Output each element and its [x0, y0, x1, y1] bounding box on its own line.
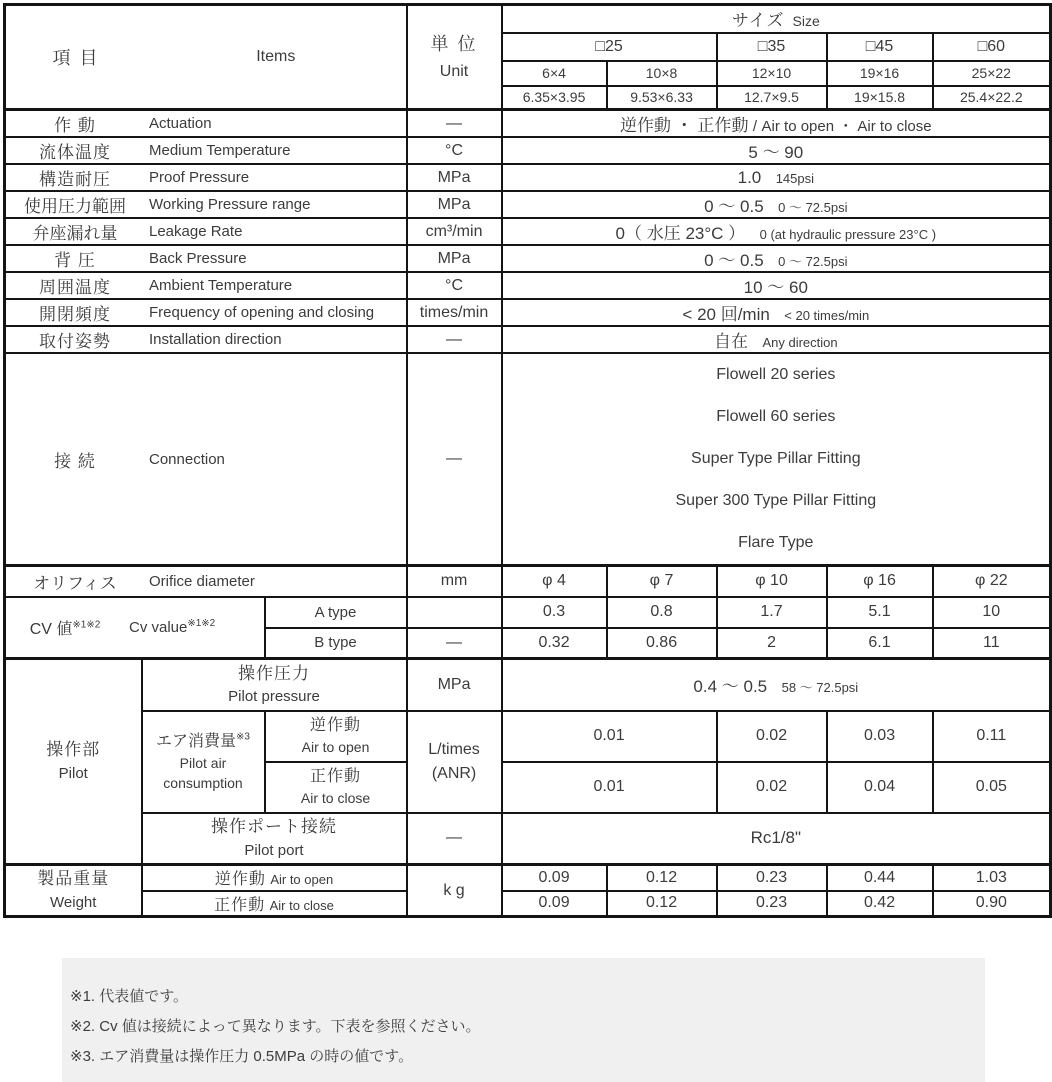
weight-open-value-1: 0.09: [502, 865, 607, 891]
medium-temperature-item: [5, 137, 407, 164]
cv-a-value-5: 10: [933, 597, 1051, 628]
medium-temperature-jp: 流体温度: [39, 143, 111, 162]
size-code-60: □60: [933, 33, 1051, 61]
frequency-item: [5, 299, 407, 326]
pilot-port-item: [142, 813, 407, 865]
header-size-cell: [502, 5, 1051, 33]
frequency-value-main: < 20 回/min: [682, 305, 770, 324]
pilot-port-jp: 操作ポート接続: [211, 817, 338, 837]
row-leakage-rate: [5, 218, 1051, 245]
cv-jp-sup: ※1※2: [72, 619, 101, 631]
row-installation: [5, 326, 1051, 353]
spec-table: [3, 3, 1052, 918]
row-weight-open: [5, 865, 1051, 891]
leakage-rate-item: [5, 218, 407, 245]
connection-unit: —: [407, 353, 502, 566]
row-back-pressure: [5, 245, 1051, 272]
weight-open-jp: 逆作動: [214, 871, 266, 889]
size-mm-1: 6×4: [502, 61, 607, 86]
proof-pressure-value-main: 1.0: [737, 167, 762, 187]
installation-en: Installation direction: [149, 331, 282, 348]
frequency-value: [502, 299, 1051, 326]
row-proof-pressure: [5, 164, 1051, 191]
installation-value: [502, 326, 1051, 353]
pilot-air-close-value-4: 0.05: [933, 762, 1051, 813]
header-row-size-title: [5, 5, 1051, 33]
back-pressure-unit: MPa: [407, 245, 502, 272]
back-pressure-value-sub: 0 〜 72.5psi: [778, 254, 848, 269]
size-mm-4: 19×16: [827, 61, 933, 86]
leakage-rate-value: [502, 218, 1051, 245]
row-pilot-port: [5, 813, 1051, 865]
cv-a-value-3: 1.7: [717, 597, 827, 628]
cv-b-value-3: 2: [717, 628, 827, 659]
header-items-en: Items: [256, 48, 296, 65]
pilot-en: Pilot: [58, 764, 88, 782]
weight-item: [5, 865, 142, 917]
installation-jp: 取付姿勢: [39, 332, 111, 351]
pilot-air-open-jp: 逆作動: [310, 717, 362, 735]
cv-a-value-1: 0.3: [502, 597, 607, 628]
working-pressure-item: [5, 191, 407, 218]
leakage-rate-en: Leakage Rate: [149, 223, 243, 240]
ambient-temperature-unit: °C: [407, 272, 502, 299]
pilot-air-en: Pilot air consumption: [163, 754, 243, 792]
medium-temperature-value: 5 〜 90: [502, 137, 1051, 164]
connection-en: Connection: [149, 450, 225, 468]
size-inch-1: 6.35×3.95: [502, 86, 607, 110]
pilot-air-open-value-3: 0.03: [827, 711, 933, 762]
proof-pressure-value: [502, 164, 1051, 191]
actuation-unit: —: [407, 110, 502, 138]
row-connection: [5, 353, 1051, 566]
working-pressure-value-sub: 0 〜 72.5psi: [778, 200, 848, 215]
pilot-air-close-label: [265, 762, 407, 813]
pilot-air-close-en: Air to close: [300, 790, 371, 807]
weight-open-label: [142, 865, 407, 891]
pilot-pressure-value: [502, 659, 1051, 711]
orifice-value-3: φ 10: [717, 566, 827, 597]
row-cv-a: [5, 597, 1051, 628]
leakage-rate-value-main: 0（ 水圧 23°C ）: [615, 224, 746, 243]
pilot-air-open-en: Air to open: [301, 739, 370, 756]
cv-en-sup: ※1※2: [187, 618, 216, 630]
orifice-value-5: φ 22: [933, 566, 1051, 597]
pilot-air-jp: エア消費量: [156, 732, 237, 750]
weight-close-value-4: 0.42: [827, 891, 933, 917]
pilot-air-unit: [407, 711, 502, 813]
weight-close-value-1: 0.09: [502, 891, 607, 917]
weight-close-value-5: 0.90: [933, 891, 1051, 917]
pilot-air-close-value-1: 0.01: [502, 762, 717, 813]
cv-b-value-4: 6.1: [827, 628, 933, 659]
orifice-en: Orifice diameter: [149, 572, 255, 590]
installation-unit: —: [407, 326, 502, 353]
working-pressure-value: [502, 191, 1051, 218]
size-inch-5: 25.4×22.2: [933, 86, 1051, 110]
connection-value: [502, 353, 1051, 566]
actuation-item: [5, 110, 407, 138]
row-actuation: [5, 110, 1051, 138]
back-pressure-jp: 背 圧: [54, 251, 96, 270]
pilot-air-open-value-2: 0.02: [717, 711, 827, 762]
size-code-45: □45: [827, 33, 933, 61]
connection-line-5: Flare Type: [738, 534, 814, 551]
actuation-value-en: Air to open ・ Air to close: [761, 118, 932, 135]
row-orifice: [5, 566, 1051, 597]
cv-b-value-1: 0.32: [502, 628, 607, 659]
size-mm-2: 10×8: [607, 61, 717, 86]
weight-open-value-4: 0.44: [827, 865, 933, 891]
row-pilot-pressure: [5, 659, 1051, 711]
pilot-air-jp-wrap: [143, 730, 264, 753]
pilot-pressure-value-main: 0.4 〜 0.5: [693, 677, 768, 697]
installation-value-main: 自在: [714, 332, 748, 351]
back-pressure-item: [5, 245, 407, 272]
row-medium-temperature: [5, 137, 1051, 164]
pilot-air-unit-2: (ANR): [431, 764, 477, 782]
pilot-air-close-value-2: 0.02: [717, 762, 827, 813]
weight-unit: k g: [407, 865, 502, 917]
connection-line-4: Super 300 Type Pillar Fitting: [675, 492, 877, 509]
cv-a-value-2: 0.8: [607, 597, 717, 628]
leakage-rate-unit: cm³/min: [407, 218, 502, 245]
size-inch-2: 9.53×6.33: [607, 86, 717, 110]
working-pressure-jp: 使用圧力範囲: [24, 197, 126, 216]
pilot-air-open-value-4: 0.11: [933, 711, 1051, 762]
cv-b-value-2: 0.86: [607, 628, 717, 659]
weight-open-value-5: 1.03: [933, 865, 1051, 891]
actuation-value: [502, 110, 1051, 138]
cv-a-label: A type: [265, 597, 407, 628]
proof-pressure-item: [5, 164, 407, 191]
weight-open-en: Air to open: [270, 872, 334, 888]
row-weight-close: [5, 891, 1051, 917]
connection-line-2: Flowell 60 series: [716, 408, 836, 425]
row-frequency: [5, 299, 1051, 326]
pilot-pressure-unit: MPa: [407, 659, 502, 711]
pilot-air-close-jp: 正作動: [310, 768, 362, 786]
ambient-temperature-en: Ambient Temperature: [149, 277, 293, 294]
header-unit-en: Unit: [439, 62, 469, 80]
header-unit-jp: 単 位: [430, 33, 478, 54]
cv-jp-wrap: [6, 616, 124, 639]
orifice-value-2: φ 7: [607, 566, 717, 597]
back-pressure-value: [502, 245, 1051, 272]
actuation-en: Actuation: [149, 115, 212, 132]
medium-temperature-unit: °C: [407, 137, 502, 164]
pilot-air-open-value-1: 0.01: [502, 711, 717, 762]
installation-item: [5, 326, 407, 353]
header-size-en: Size: [792, 13, 820, 30]
cv-jp: CV 値: [29, 620, 73, 638]
weight-close-en: Air to close: [269, 897, 334, 913]
size-mm-3: 12×10: [717, 61, 827, 86]
header-items-jp: 項 目: [52, 48, 100, 68]
medium-temperature-en: Medium Temperature: [149, 142, 291, 159]
pilot-air-close-value-3: 0.04: [827, 762, 933, 813]
working-pressure-value-main: 0 〜 0.5: [704, 197, 764, 216]
pilot-port-value: Rc1/8": [502, 813, 1051, 865]
size-inch-3: 12.7×9.5: [717, 86, 827, 110]
proof-pressure-unit: MPa: [407, 164, 502, 191]
working-pressure-en: Working Pressure range: [149, 196, 311, 213]
pilot-port-en: Pilot port: [244, 841, 304, 859]
cv-a-value-4: 5.1: [827, 597, 933, 628]
weight-close-label: [142, 891, 407, 917]
back-pressure-en: Back Pressure: [149, 250, 247, 267]
orifice-value-1: φ 4: [502, 566, 607, 597]
cv-a-unit: [407, 597, 502, 628]
pilot-air-unit-1: L/times: [428, 741, 480, 759]
orifice-jp: オリフィス: [33, 573, 117, 593]
pilot-jp: 操作部: [46, 740, 101, 760]
header-size-jp: サイズ: [731, 11, 785, 31]
header-unit-cell: [407, 5, 502, 110]
pilot-pressure-value-sub: 58 〜 72.5psi: [781, 680, 859, 696]
pilot-pressure-item: [142, 659, 407, 711]
orifice-value-4: φ 16: [827, 566, 933, 597]
orifice-unit: mm: [407, 566, 502, 597]
actuation-value-slash: /: [752, 118, 758, 135]
header-items-cell: [5, 5, 407, 110]
footnote-1: ※1. 代表値です。: [70, 988, 189, 1005]
cv-item: [5, 597, 265, 659]
pilot-air-open-label: [265, 711, 407, 762]
actuation-jp: 作 動: [54, 116, 96, 135]
cv-b-value-5: 11: [933, 628, 1051, 659]
size-inch-4: 19×15.8: [827, 86, 933, 110]
size-code-25: □25: [502, 33, 717, 61]
connection-line-3: Super Type Pillar Fitting: [691, 450, 861, 467]
leakage-rate-value-sub: 0 (at hydraulic pressure 23°C ): [759, 227, 937, 242]
frequency-jp: 開閉頻度: [39, 305, 111, 324]
frequency-en: Frequency of opening and closing: [149, 304, 375, 321]
pilot-pressure-en: Pilot pressure: [228, 688, 320, 706]
back-pressure-value-main: 0 〜 0.5: [704, 251, 764, 270]
weight-open-value-3: 0.23: [717, 865, 827, 891]
connection-item: [5, 353, 407, 566]
pilot-pressure-jp: 操作圧力: [238, 663, 311, 683]
leakage-rate-jp: 弁座漏れ量: [32, 224, 118, 243]
weight-close-jp: 正作動: [214, 896, 266, 914]
ambient-temperature-value: 10 〜 60: [502, 272, 1051, 299]
footnote-3: ※3. エア消費量は操作圧力 0.5MPa の時の値です。: [70, 1048, 414, 1065]
size-code-35: □35: [717, 33, 827, 61]
cv-en: Cv value: [129, 619, 188, 637]
orifice-item: [5, 566, 407, 597]
frequency-value-sub: < 20 times/min: [784, 308, 870, 323]
weight-open-value-2: 0.12: [607, 865, 717, 891]
row-pilot-air-open: [5, 711, 1051, 762]
pilot-air-sup: ※3: [236, 731, 250, 743]
proof-pressure-en: Proof Pressure: [149, 169, 250, 186]
size-mm-5: 25×22: [933, 61, 1051, 86]
installation-value-sub: Any direction: [762, 335, 838, 350]
footnotes: [62, 958, 985, 1082]
cv-b-label: B type: [265, 628, 407, 659]
pilot-air-item: [142, 711, 265, 813]
connection-jp: 接 続: [54, 451, 96, 471]
cv-en-wrap: [124, 618, 264, 636]
footnote-2: ※2. Cv 値は接続によって異なります。下表を参照ください。: [70, 1018, 481, 1035]
frequency-unit: times/min: [407, 299, 502, 326]
cv-b-unit: —: [407, 628, 502, 659]
proof-pressure-value-sub: 145psi: [775, 170, 815, 186]
pilot-port-unit: —: [407, 813, 502, 865]
actuation-value-jp: 逆作動 ・ 正作動: [620, 116, 749, 135]
weight-close-value-2: 0.12: [607, 891, 717, 917]
ambient-temperature-item: [5, 272, 407, 299]
ambient-temperature-jp: 周囲温度: [39, 278, 111, 297]
weight-close-value-3: 0.23: [717, 891, 827, 917]
weight-jp: 製品重量: [37, 869, 110, 889]
row-ambient-temperature: [5, 272, 1051, 299]
pilot-item: [5, 659, 142, 865]
working-pressure-unit: MPa: [407, 191, 502, 218]
weight-en: Weight: [50, 893, 97, 911]
proof-pressure-jp: 構造耐圧: [39, 170, 111, 189]
row-working-pressure: [5, 191, 1051, 218]
connection-line-1: Flowell 20 series: [716, 366, 836, 383]
